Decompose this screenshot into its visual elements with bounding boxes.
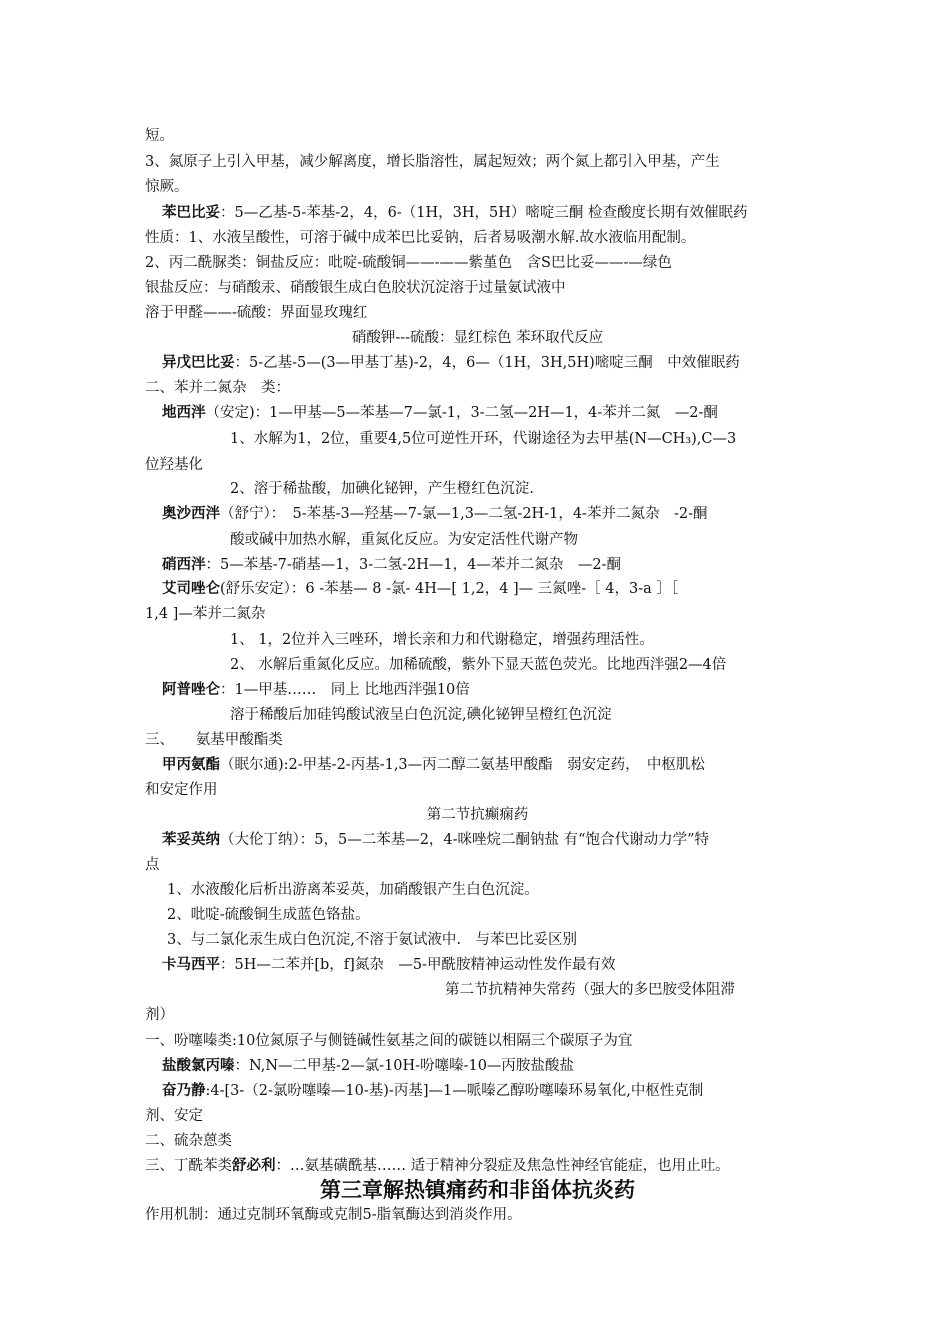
section-heading: 二、苯并二氮杂 类： (145, 380, 290, 396)
drug-entry: 硝西泮：5—苯基-7-硝基—1，3-二氢-2H—1，4—苯并二氮杂 —2-酮 (162, 557, 621, 573)
section-heading: 第二节抗癫痫药 (426, 807, 529, 823)
text-line: 剂、安定 (145, 1108, 203, 1124)
section-heading: 二、硫杂蒽类 (145, 1133, 232, 1149)
text-line: 1,4 ]—苯并二氮杂 (145, 606, 266, 622)
drug-name: 舒必利 (232, 1158, 276, 1174)
drug-entry: 奥沙西泮（舒宁）： 5-苯基-3—羟基—7-氯—1,3—二氢-2H-1，4-苯并二氮杂 -2-酮 (162, 506, 708, 522)
drug-name: 异戊巴比妥 (162, 355, 235, 371)
text-line: 3、氮原子上引入甲基，减少解离度，增长脂溶性，属起短效；两个氮上都引入甲基，产生 (145, 154, 720, 170)
text-line: 溶于甲醛——-硫酸：界面显玫瑰红 (145, 305, 368, 321)
drug-entry: 盐酸氯丙嗪：N,N—二甲基-2—氯-10H-吩噻嗪-10—丙胺盐酸盐 (162, 1058, 574, 1074)
drug-entry: 甲丙氨酯（眠尔通):2-甲基-2-丙基-1,3—丙二醇二氨基甲酸酯 弱安定药， 中枢肌松 (162, 757, 705, 773)
drug-entry: 艾司唑仑(舒乐安定）：6 -苯基— 8 -氯- 4H—[ 1,2，4 ]— 三氮唑-［ 4，3-a ］［ (162, 581, 679, 597)
drug-name: 阿普唑仑 (162, 682, 220, 698)
text-line: 位羟基化 (145, 457, 203, 473)
drug-entry: 阿普唑仑：1—甲基…… 同上 比地西泮强10倍 (162, 682, 470, 698)
drug-name: 艾司唑仑 (162, 581, 220, 597)
text-line: 1、水解为1，2位，重要4,5位可逆性开环，代谢途径为去甲基(N—CH₃),C—3 (230, 431, 737, 447)
text-line: 剂） (145, 1007, 174, 1023)
section-heading: 三、 氨基甲酸酯类 (145, 732, 283, 748)
text-line: 2、溶于稀盐酸，加碘化铋钾，产生橙红色沉淀. (230, 481, 534, 497)
drug-name: 奥沙西泮 (162, 506, 220, 522)
drug-entry: 地西泮（安定)：1—甲基—5—苯基—7—氯-1，3-二氢—2H—1，4-苯并二氮 —2-酮 (162, 405, 718, 421)
text-line: 短。 (145, 128, 174, 144)
drug-name: 盐酸氯丙嗪 (162, 1058, 235, 1074)
drug-entry: 异戊巴比妥：5-乙基-5—(3—甲基丁基)-2，4，6—（1H，3H,5H)嘧啶三酮 中效催眠药 (162, 355, 740, 371)
drug-name: 苯妥英纳 (162, 832, 220, 848)
text-line: 1、 1，2位并入三唑环，增长亲和力和代谢稳定，增强药理活性。 (230, 632, 654, 648)
text-line: 溶于稀酸后加硅钨酸试液呈白色沉淀,碘化铋钾呈橙红色沉淀 (230, 707, 612, 723)
drug-name: 地西泮 (162, 405, 206, 421)
drug-name: 卡马西平 (162, 957, 220, 973)
text-line: 3、与二氯化汞生成白色沉淀,不溶于氨试液中. 与苯巴比妥区别 (167, 932, 577, 948)
drug-name: 甲丙氨酯 (162, 757, 220, 773)
drug-name: 硝西泮 (162, 557, 206, 573)
text-line: 1、水液酸化后析出游离苯妥英，加硝酸银产生白色沉淀。 (167, 882, 539, 898)
text-line: 惊厥。 (145, 179, 189, 195)
text-line: 硝酸钾---硫酸：显红棕色 苯环取代反应 (351, 330, 604, 346)
drug-entry: 苯巴比妥：5—乙基-5-苯基-2，4，6-（1H，3H，5H）嘧啶三酮 检查酸度长期有效催眠药 (162, 205, 748, 221)
text-line: 酸或碱中加热水解，重氮化反应。为安定活性代谢产物 (230, 532, 578, 548)
drug-entry: 奋乃静:4-[3-（2-氯吩噻嗪—10-基)-丙基]—1—哌嗪乙醇吩噻嗪环易氧化,中枢性克制 (162, 1083, 704, 1099)
text-line: 银盐反应：与硝酸汞、硝酸银生成白色胶状沉淀溶于过量氨试液中 (145, 280, 566, 296)
text-line: 点 (145, 857, 160, 873)
text-line: 一、吩噻嗪类:10位氮原子与侧链碱性氨基之间的碳链以相隔三个碳原子为宜 (145, 1033, 633, 1049)
text-line: 2、丙二酰脲类：铜盐反应：吡啶-硫酸铜——-——紫堇色 含S巴比妥——-—绿色 (145, 255, 672, 271)
drug-entry: 三、丁酰苯类舒必利：…氨基磺酰基…… 适于精神分裂症及焦急性神经官能症，也用止吐。 (145, 1158, 730, 1174)
drug-name: 苯巴比妥 (162, 205, 220, 221)
drug-entry: 卡马西平：5H—二苯并[b，f]氮杂 —5-甲酰胺精神运动性发作最有效 (162, 957, 616, 973)
chapter-title: 第三章解热镇痛药和非甾体抗炎药 (320, 1178, 635, 1202)
text-line: 和安定作用 (145, 782, 218, 798)
text-line: 作用机制：通过克制环氧酶或克制5-脂氧酶达到消炎作用。 (145, 1207, 522, 1223)
text-line: 性质：1、水液呈酸性，可溶于碱中成苯巴比妥钠，后者易吸潮水解.故水液临用配制。 (145, 230, 696, 246)
drug-name: 奋乃静 (162, 1083, 206, 1099)
section-heading: 第二节抗精神失常药（强大的多巴胺受体阻滞 (445, 982, 735, 998)
text-line: 2、 水解后重氮化反应。加稀硫酸，紫外下显天蓝色荧光。比地西泮强2—4倍 (230, 657, 727, 673)
drug-entry: 苯妥英纳（大伦丁纳）：5，5—二苯基—2，4-咪唑烷二酮钠盐 有“饱合代谢动力学”特 (162, 832, 709, 848)
text-line: 2、吡啶-硫酸铜生成蓝色铬盐。 (167, 907, 370, 923)
